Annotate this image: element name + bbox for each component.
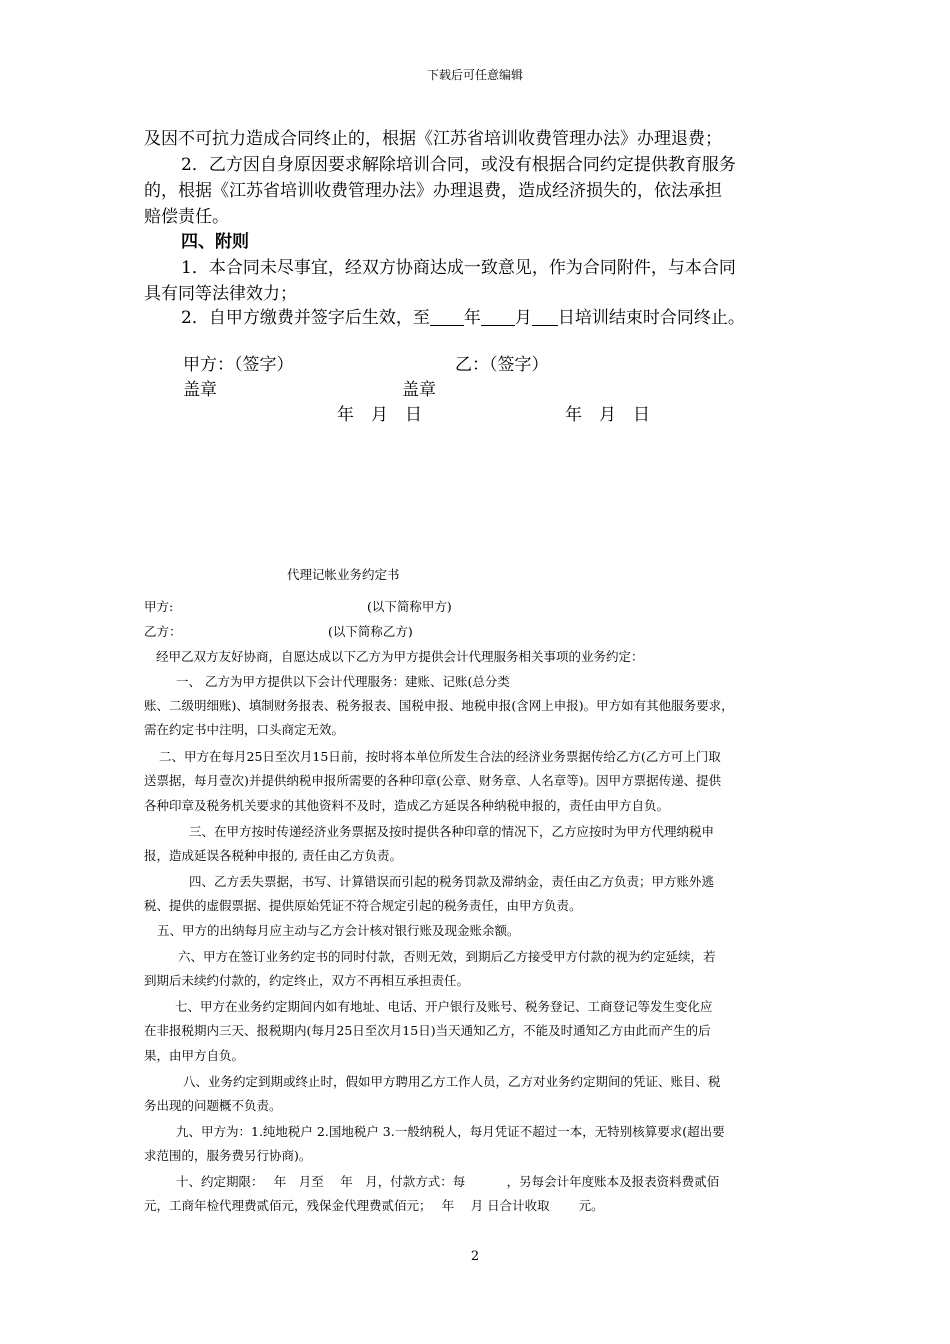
paragraph-line: 在非报税期内三天、报税期内(每月25日至次月15日)当天通知乙方，不能及时通知乙方由此而产生的后 xyxy=(144,1023,711,1038)
paragraph-line: 经甲乙双方友好协商，自愿达成以下乙方为甲方提供会计代理服务相关事项的业务约定： xyxy=(156,649,644,664)
paragraph-line: 送票据，每月壹次)并提供纳税申报所需要的各种印章(公章、财务章、人名章等)。因甲方票据传递、提供 xyxy=(144,773,722,788)
date-party-a: 年 月 日 xyxy=(337,405,422,425)
page-header: 下载后可任意编辑 xyxy=(426,68,523,82)
seal-party-b: 盖章 xyxy=(402,380,436,400)
signature-party-a: 甲方：（签字） xyxy=(183,355,294,375)
party-b-label: 乙方： xyxy=(144,624,182,639)
paragraph-line: 及因不可抗力造成合同终止的，根据《江苏省培训收费管理办法》办理退费； xyxy=(144,129,722,149)
paragraph-line: 具有同等法律效力； xyxy=(144,284,297,304)
termination-clause xyxy=(181,305,745,331)
month-label: 月 xyxy=(514,308,532,328)
section-title: 四、附则 xyxy=(181,232,249,252)
paragraph-line: 三、在甲方按时传递经济业务票据及按时提供各种印章的情况下，乙方应按时为甲方代理纳税申 xyxy=(189,824,715,839)
paragraph-line: 六、甲方在签订业务约定书的同时付款，否则无效，到期后乙方接受甲方付款的视为约定延续，若 xyxy=(178,949,716,964)
paragraph-line: 元，工商年检代理费贰佰元，残保金代理费贰佰元； 年 月 日合计收取 元。 xyxy=(144,1198,604,1213)
party-b-note: (以下简称乙方) xyxy=(328,624,413,639)
date-party-b: 年 月 日 xyxy=(565,405,650,425)
paragraph-line: 报，造成延误各税种申报的, 责任由乙方负责。 xyxy=(144,848,402,863)
document-title: 代理记帐业务约定书 xyxy=(287,567,400,582)
paragraph-line: 税、提供的虚假票据、提供原始凭证不符合规定引起的税务责任，由甲方负责。 xyxy=(144,898,582,913)
paragraph-line: 需在约定书中注明，口头商定无效。 xyxy=(144,722,345,737)
paragraph-line: 2．乙方因自身原因要求解除培训合同，或没有根据合同约定提供教育服务 xyxy=(181,155,736,175)
blank-year xyxy=(430,309,464,326)
paragraph-line: 七、甲方在业务约定期间内如有地址、电话、开户银行及账号、税务登记、工商登记等发生变化应 xyxy=(175,999,713,1014)
page-number: 2 xyxy=(470,1249,480,1264)
year-label: 年 xyxy=(463,308,481,328)
paragraph-line: 到期后未续约付款的，约定终止，双方不再相互承担责任。 xyxy=(144,973,470,988)
blank-month xyxy=(481,309,515,326)
paragraph-line: 四、乙方丢失票据，书写、计算错误而引起的税务罚款及滞纳金，责任由乙方负责；甲方账外逃 xyxy=(189,874,715,889)
paragraph-line: 账、二级明细账)、填制财务报表、税务报表、国税申报、地税申报(含网上申报)。甲方如有其他服务要求， xyxy=(144,698,734,713)
paragraph-line: 十、约定期限： 年 月至 年 月，付款方式：每 ，另每会计年度账本及报表资料费贰佰 xyxy=(176,1174,720,1189)
paragraph-line: 果，由甲方自负。 xyxy=(144,1048,245,1063)
paragraph-line: 务出现的问题概不负责。 xyxy=(144,1098,282,1113)
clause-text: 2．自甲方缴费并签字后生效，至 xyxy=(181,308,430,328)
party-a-label: 甲方: xyxy=(144,599,174,614)
paragraph-line: 各种印章及税务机关要求的其他资料不及时，造成乙方延误各种纳税申报的，责任由甲方自负。 xyxy=(144,798,670,813)
blank-day xyxy=(532,309,558,326)
party-a-note: (以下简称甲方) xyxy=(367,599,452,614)
paragraph-line: 九、甲方为：1.纯地税户 2.国地税户 3.一般纳税人，每月凭证不超过一本，无特别核算要求(超出要 xyxy=(176,1124,725,1139)
clause-text: 日培训结束时合同终止。 xyxy=(557,308,745,328)
paragraph-line: 1．本合同未尽事宜，经双方协商达成一致意见，作为合同附件，与本合同 xyxy=(181,258,736,278)
signature-party-b: 乙：（签字） xyxy=(455,355,549,375)
paragraph-line: 八、业务约定到期或终止时，假如甲方聘用乙方工作人员，乙方对业务约定期间的凭证、账目、税 xyxy=(183,1074,721,1089)
seal-party-a: 盖章 xyxy=(183,380,217,400)
paragraph-line: 一、 乙方为甲方提供以下会计代理服务：建账、记账(总分类 xyxy=(176,674,510,689)
paragraph-line: 二、甲方在每月25日至次月15日前，按时将本单位所发生合法的经济业务票据传给乙方(乙方可上门取 xyxy=(159,749,721,764)
paragraph-line: 赔偿责任。 xyxy=(144,207,229,227)
paragraph-line: 的，根据《江苏省培训收费管理办法》办理退费，造成经济损失的，依法承担 xyxy=(144,181,722,201)
paragraph-line: 五、甲方的出纳每月应主动与乙方会计核对银行账及现金账余额。 xyxy=(157,923,520,938)
paragraph-line: 求范围的，服务费另行协商)。 xyxy=(144,1148,312,1163)
